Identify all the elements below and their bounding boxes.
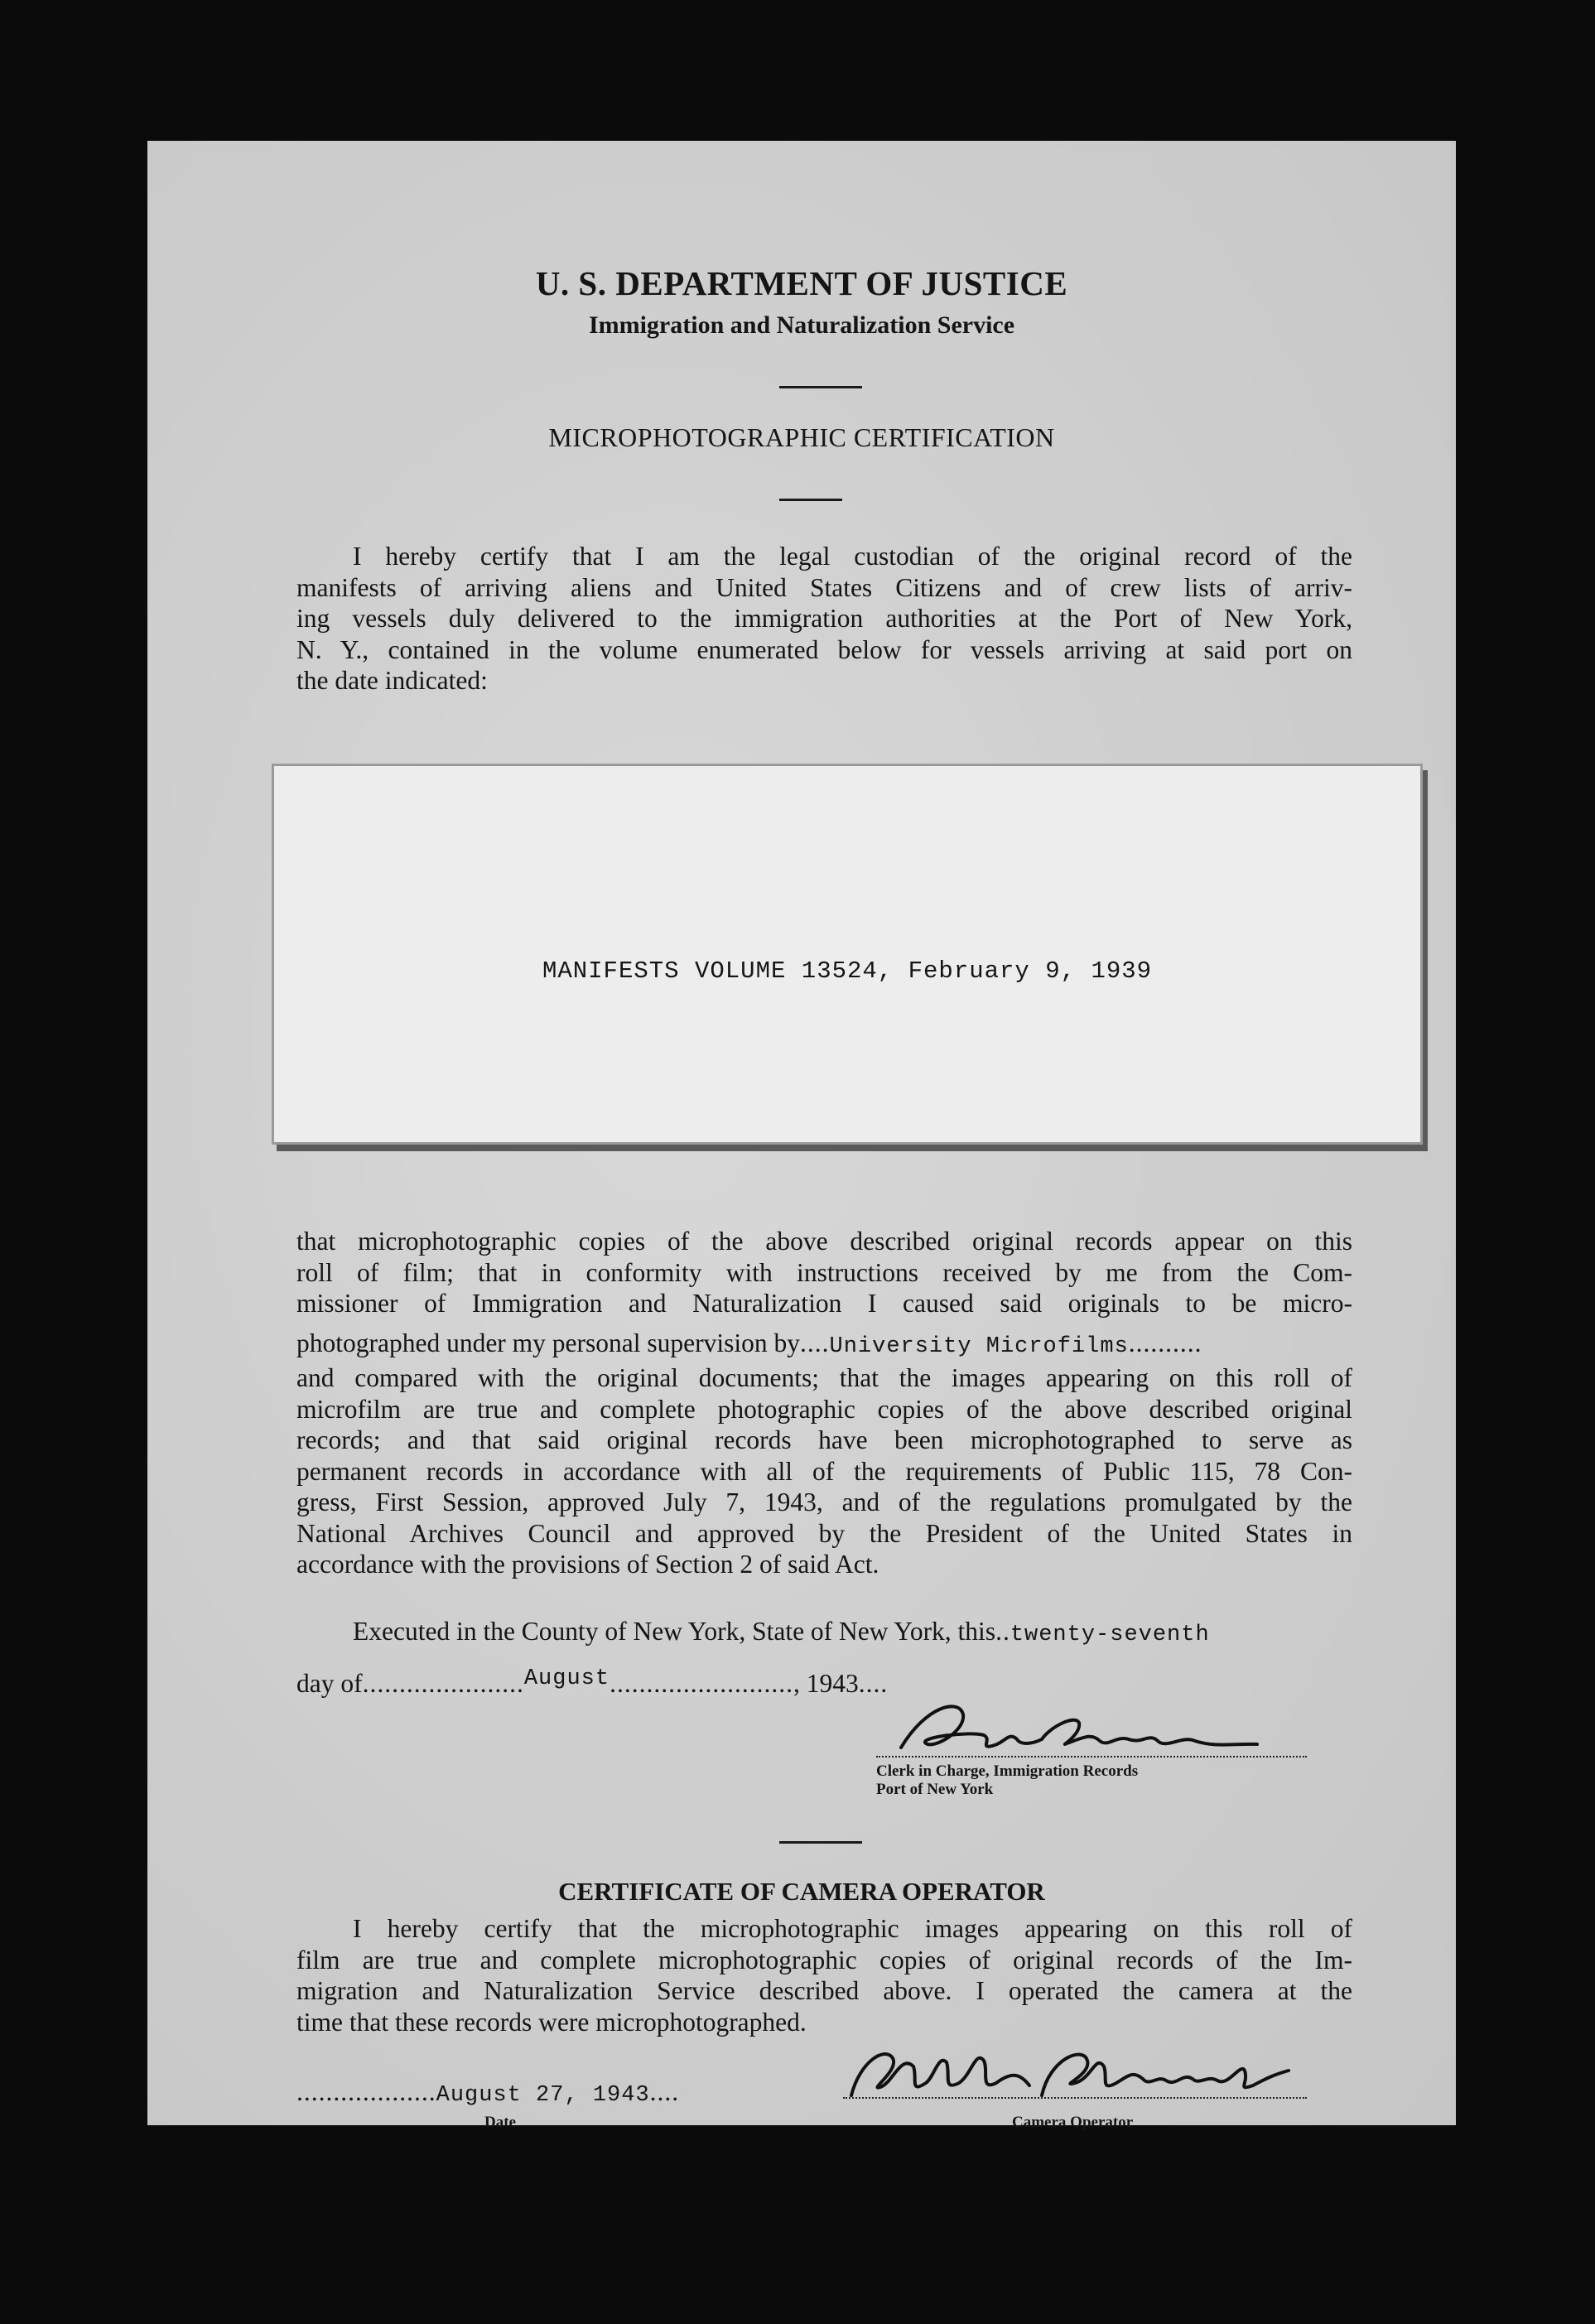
intro-line: the date indicated: — [296, 666, 488, 695]
body-line: and compared with the original documents; that the images appearing on this roll of — [296, 1363, 1352, 1392]
intro-line: ing vessels duly delivered to the immigration authorities at the Port of New York, — [296, 604, 1352, 633]
camera-line: film are true and complete microphotographic copies of original records of the Im- — [296, 1945, 1352, 1974]
body-paragraph — [296, 1226, 1352, 1580]
photographed-by-value: University Microfilms — [829, 1333, 1129, 1359]
body-line: that microphotographic copies of the above described original records appear on this — [296, 1227, 1352, 1256]
execution-month: August — [523, 1666, 610, 1691]
camera-date-line: ...................August 27, 1943.... — [296, 2077, 680, 2108]
camera-operator-label: Camera Operator — [1012, 2114, 1134, 2131]
volume-card — [272, 764, 1423, 1145]
camera-certificate-title: CERTIFICATE OF CAMERA OPERATOR — [558, 1877, 1045, 1906]
camera-paragraph — [296, 1913, 1352, 2037]
intro-line: manifests of arriving aliens and United States Citizens and of crew lists of arriv- — [296, 572, 1352, 602]
divider — [779, 499, 842, 501]
camera-line: migration and Naturalization Service described above. I operated the camera at the — [296, 1976, 1352, 2005]
body-line: permanent records in accordance with all of the requirements of Public 115, 78 Con- — [296, 1456, 1352, 1486]
body-line: microfilm are true and complete photographic copies of the above described original — [296, 1394, 1352, 1424]
photographed-by-line: photographed under my personal supervision by....University Microfilms.......... — [296, 1328, 1202, 1359]
certification-title: MICROPHOTOGRAPHIC CERTIFICATION — [548, 422, 1055, 452]
body-line: National Archives Council and approved by the President of the United States in — [296, 1518, 1352, 1548]
execution-year: , 1943 — [793, 1669, 859, 1698]
volume-description: MANIFESTS VOLUME 13524, February 9, 1939 — [542, 957, 1153, 985]
camera-operator-signature — [835, 2037, 1299, 2112]
agency-title: U. S. DEPARTMENT OF JUSTICE — [535, 264, 1068, 302]
body-line: gress, First Session, approved July 7, 1943, and of the regulations promulgated by the — [296, 1487, 1352, 1516]
body-line: accordance with the provisions of Section 2 of said Act. — [296, 1550, 879, 1579]
camera-signature-line — [843, 2097, 1307, 2099]
clerk-title — [876, 1762, 1138, 1799]
divider — [779, 1841, 862, 1844]
body-line: records; and that said original records have been microphotographed to serve as — [296, 1425, 1352, 1454]
clerk-title-line1: Clerk in Charge, Immigration Records — [876, 1762, 1139, 1780]
divider — [779, 386, 862, 388]
date-label: Date — [484, 2114, 516, 2131]
day-of-label: day of — [296, 1669, 363, 1698]
execution-day: twenty-seventh — [1010, 1622, 1210, 1647]
execution-prefix: Executed in the County of New York, State of New York, this — [353, 1617, 996, 1646]
camera-date-value: August 27, 1943 — [436, 2083, 650, 2108]
intro-line: I hereby certify that I am the legal custodian of the original record of the — [353, 542, 1352, 571]
service-subtitle: Immigration and Naturalization Service — [588, 311, 1015, 339]
clerk-signature — [868, 1698, 1299, 1764]
execution-line: Executed in the County of New York, State of New York, this..twenty-seventh — [353, 1617, 1210, 1647]
camera-line: I hereby certify that the microphotographic images appearing on this roll of — [353, 1914, 1352, 1943]
intro-line: N. Y., contained in the volume enumerated below for vessels arriving at said port on — [296, 634, 1352, 664]
clerk-signature-line — [876, 1756, 1307, 1757]
body-line: missioner of Immigration and Naturalization I caused said originals to be micro- — [296, 1289, 1352, 1318]
camera-line: time that these records were microphotographed. — [296, 2007, 807, 2037]
day-of-line: day of......................August........................., 1943.... — [296, 1666, 889, 1698]
body-line: roll of film; that in conformity with instructions received by me from the Com- — [296, 1257, 1352, 1287]
certificate-sheet — [147, 141, 1456, 2131]
intro-paragraph — [296, 541, 1352, 697]
clerk-title-line2: Port of New York — [876, 1781, 994, 1798]
photographed-by-label: photographed under my personal supervision by — [296, 1328, 801, 1357]
